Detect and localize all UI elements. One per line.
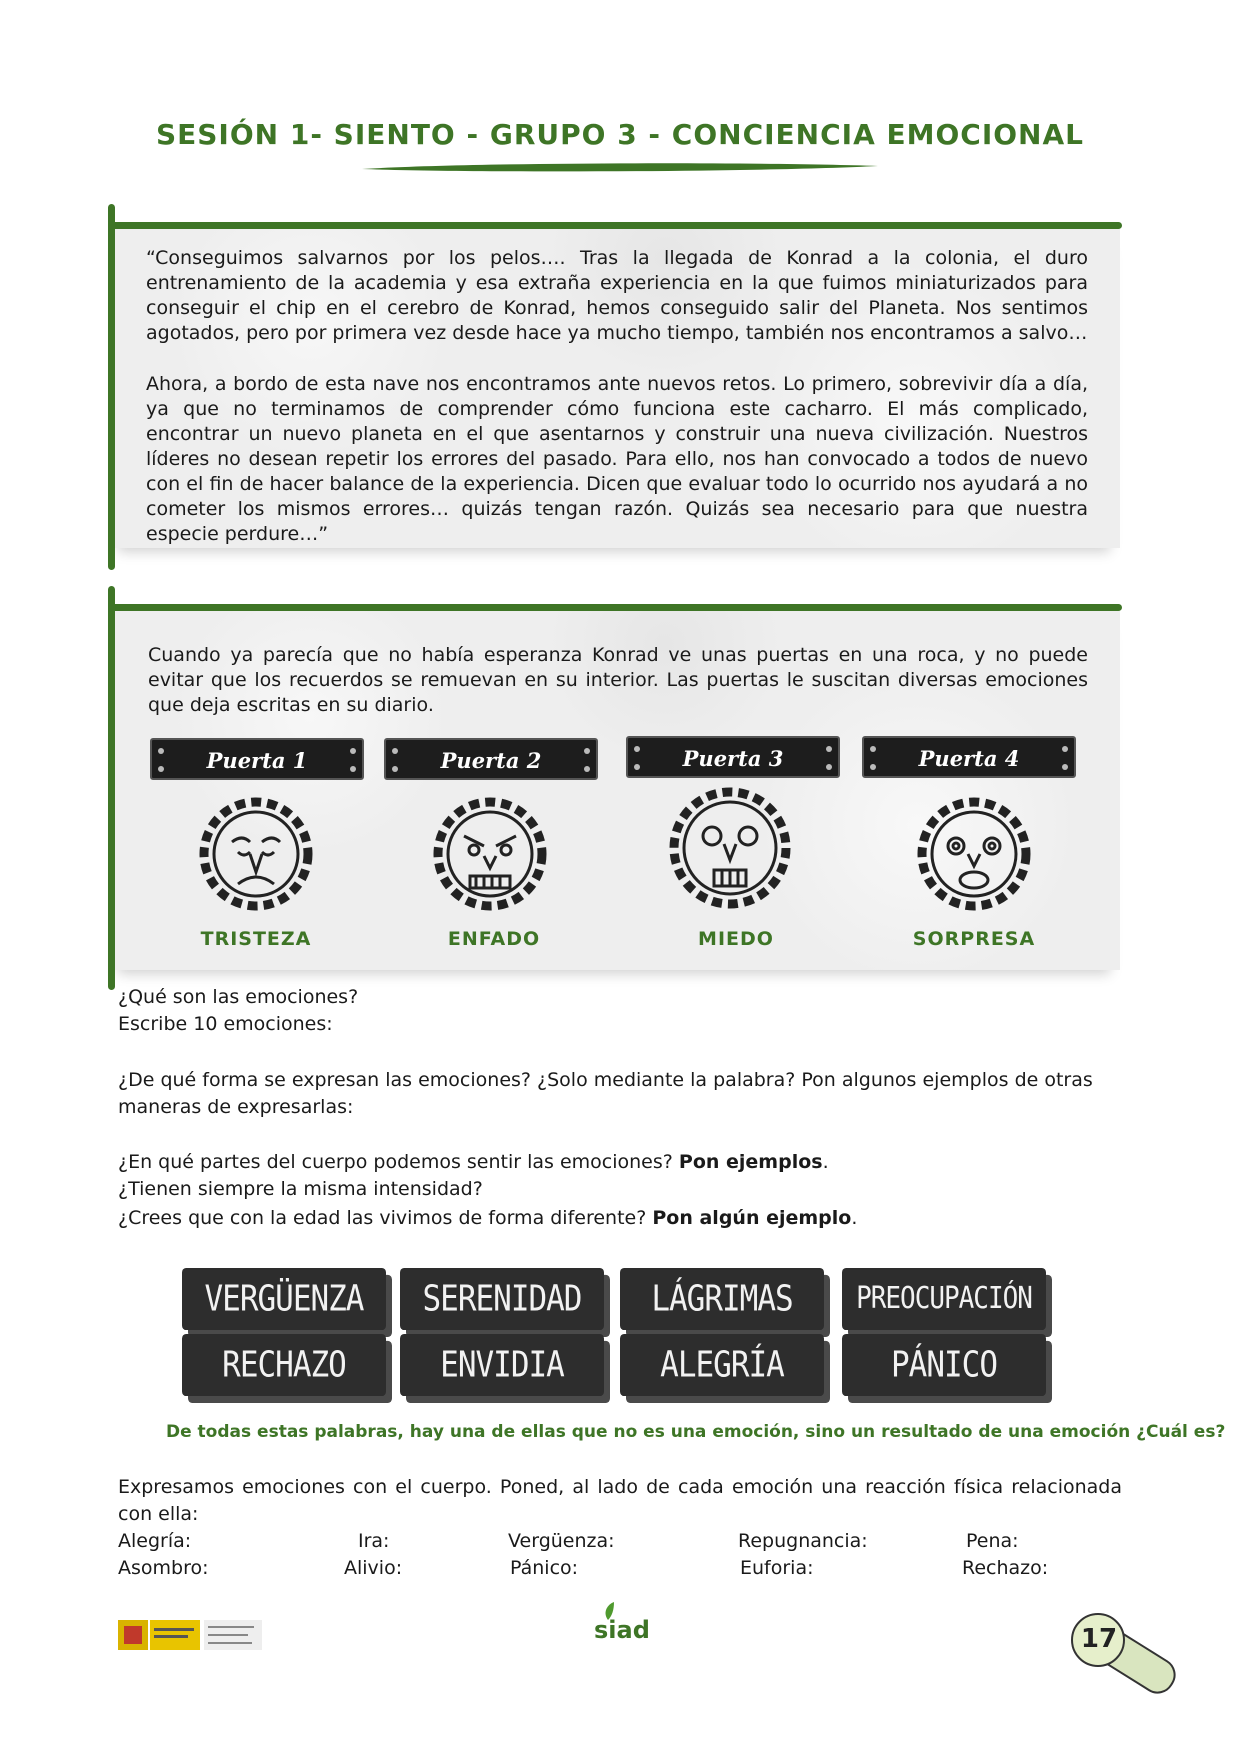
door-plate-4 (862, 736, 1076, 778)
word-tile: ALEGRÍA (620, 1334, 824, 1396)
title-underline (360, 160, 880, 174)
question-5: ¿Tienen siempre la misma intensidad? (118, 1178, 483, 1200)
word-tile: VERGÜENZA (182, 1268, 386, 1330)
emotion-label: SORPRESA (912, 928, 1036, 950)
word-tile: RECHAZO (182, 1334, 386, 1396)
word-tile: SERENIDAD (400, 1268, 604, 1330)
panel-left-border (108, 586, 115, 990)
emotion-field: Rechazo: (962, 1557, 1049, 1579)
question-1: ¿Qué son las emociones? (118, 986, 359, 1008)
word-tile: PÁNICO (842, 1334, 1046, 1396)
emotion-field: Asombro: (118, 1557, 209, 1579)
story-paragraph-2: Ahora, a bordo de esta nave nos encontramos ante nuevos retos. Lo primero, sobrevivir día a día, ya que no terminamos de comprender cómo funciona este cacharro. El más complicado, encontrar un nuevo planeta en el que asentarnos y construir una nueva civilización. Nuestros líderes no desean repetir los errores del pasado. Para ello, nos han convocado a todos de nuevo con el fin de hacer balance de la experiencia. Dicen que evaluar todo lo ocurrido nos ayudará a no cometer los mismos errores… quizás tengan razón. Quizás sea necesario para que nuestra especie perdure…” (146, 373, 1088, 545)
doors-intro: Cuando ya parecía que no había esperanza Konrad ve unas puertas en una roca, y no puede evitar que los recuerdos se remuevan en su interior. Las puertas le suscitan diversas emociones que deja escritas en su diario. (148, 644, 1088, 716)
panel-top-border (108, 222, 1122, 229)
question-2: Escribe 10 emociones: (118, 1013, 333, 1035)
emotion-field: Pánico: (510, 1557, 579, 1579)
body-text: Expresamos emociones con el cuerpo. Poned, al lado de cada emoción una reacción física relacionada con ella: (118, 1476, 1122, 1525)
panel-left-border (108, 204, 115, 570)
door-plate-2 (384, 738, 598, 780)
question-4 (118, 1149, 1118, 1176)
sad-mask-icon (194, 792, 318, 916)
word-tile: ENVIDIA (400, 1334, 604, 1396)
question-bold: Pon algún ejemplo (652, 1207, 852, 1229)
emotion-label: MIEDO (698, 928, 774, 950)
leaf-icon (600, 1602, 620, 1620)
door-plate-3 (626, 736, 840, 778)
page-title: SESIÓN 1- SIENTO - GRUPO 3 - CONCIENCIA EMOCIONAL (155, 118, 1085, 151)
word-tile: LÁGRIMAS (620, 1268, 824, 1330)
fear-mask-icon (668, 786, 792, 910)
page-number: 17 (1080, 1624, 1118, 1654)
emotion-label: TRISTEZA (200, 928, 312, 950)
door-plate-label: Puerta 3 (682, 746, 784, 771)
door-plate-label: Puerta 2 (440, 748, 542, 773)
emotion-field: Alivio: (344, 1557, 403, 1579)
angry-mask-icon (428, 792, 552, 916)
question-6 (118, 1205, 1118, 1232)
government-logo (118, 1620, 264, 1650)
door-plate-label: Puerta 1 (206, 748, 308, 773)
story-paragraph-1: “Conseguimos salvarnos por los pelos…. Tras la llegada de Konrad a la colonia, el duro entrenamiento de la academia y esa extraña experiencia en la que fuimos miniaturizados para conseguir el chip en el cerebro de Konrad, hemos conseguido salir del Planeta. Nos sentimos agotados, pero por primera vez desde hace ya mucho tiempo, también nos encontramos a salvo… (146, 247, 1088, 344)
emotion-field: Euforia: (740, 1557, 814, 1579)
siad-logo-text: siad (594, 1616, 650, 1644)
period: . (822, 1151, 829, 1173)
question-bold: Pon ejemplos (678, 1151, 823, 1173)
door-plate-label: Puerta 4 (918, 746, 1020, 771)
question-text: ¿En qué partes del cuerpo podemos sentir las emociones? (118, 1151, 679, 1173)
question-text: ¿Crees que con la edad las vivimos de forma diferente? (118, 1207, 653, 1229)
tiles-question: De todas estas palabras, hay una de ellas que no es una emoción, sino un resultado de una emoción ¿Cuál es? (166, 1422, 1226, 1442)
question-3: ¿De qué forma se expresan las emociones? ¿Solo mediante la palabra? Pon algunos ejemplos de otras maneras de expresarlas: (118, 1069, 1093, 1118)
period: . (851, 1207, 858, 1229)
siad-logo (594, 1616, 650, 1644)
surprise-mask-icon (912, 792, 1036, 916)
panel-top-border (108, 604, 1122, 611)
emotion-field: Pena: (966, 1530, 1019, 1552)
word-tile: PREOCUPACIÓN (842, 1268, 1046, 1330)
emotion-field: Alegría: (118, 1530, 192, 1552)
emotion-field: Vergüenza: (508, 1530, 615, 1552)
door-plate-1 (150, 738, 364, 780)
emotion-field: Ira: (358, 1530, 390, 1552)
emotion-label: ENFADO (447, 928, 541, 950)
emotion-field: Repugnancia: (738, 1530, 868, 1552)
